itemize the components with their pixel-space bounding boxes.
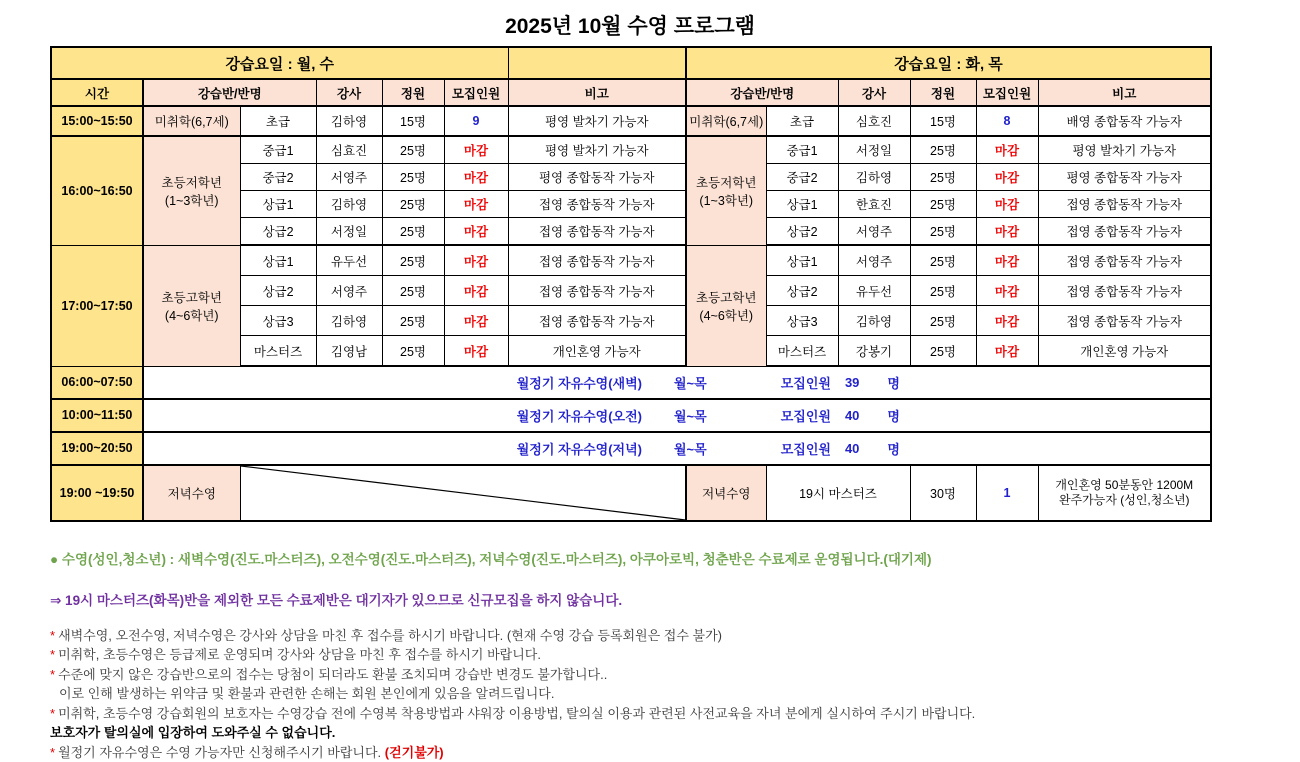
cell-note: 접영 종합동작 가능자: [1038, 245, 1211, 276]
free-swim-days: 월~목: [674, 439, 707, 458]
day-header-left-spacer: [508, 47, 686, 79]
free-swim-count: 40: [845, 408, 859, 423]
cell-instructor: 김하영: [316, 106, 382, 136]
cell-note: 평영 발차기 가능자: [1038, 136, 1211, 164]
cell-note: 접영 종합동작 가능자: [1038, 218, 1211, 246]
page-title: 2025년 10월 수영 프로그램: [0, 10, 1260, 40]
col-header-recruit-left: 모집인원: [444, 79, 508, 106]
cell-level: 상급2: [766, 276, 838, 306]
category-line1: 초등고학년: [689, 288, 764, 306]
cell-instructor: 심효진: [316, 136, 382, 164]
cell-category: [686, 245, 766, 366]
star-mark: *: [50, 706, 55, 721]
col-header-capacity-left: 정원: [382, 79, 444, 106]
cell-note: 접영 종합동작 가능자: [508, 218, 686, 246]
cancelled-slot-cell: [240, 465, 686, 521]
diagonal-strike-line: [241, 466, 686, 520]
cell-time: 15:00~15:50: [51, 106, 143, 136]
cell-capacity: 25명: [910, 336, 976, 367]
cell-note: 평영 종합동작 가능자: [1038, 164, 1211, 191]
cell-category: [143, 245, 240, 366]
category-line2: (4~6학년): [146, 306, 238, 324]
note-grade-system: [50, 645, 1230, 665]
category-line1: 초등저학년: [146, 173, 238, 191]
cell-recruit: 8: [976, 106, 1038, 136]
table-row: [51, 136, 1211, 164]
col-header-recruit-right: 모집인원: [976, 79, 1038, 106]
cell-recruit: 마감: [444, 336, 508, 367]
table-row: [51, 245, 1211, 276]
free-swim-unit: 명: [887, 406, 900, 425]
free-swim-days: 월~목: [674, 406, 707, 425]
cell-recruit: 마감: [976, 164, 1038, 191]
free-swim-line: [144, 439, 1210, 458]
cell-note: 접영 종합동작 가능자: [1038, 306, 1211, 336]
free-swim-count: 39: [845, 375, 859, 390]
cell-recruit: 마감: [976, 336, 1038, 367]
cell-level: 상급2: [240, 218, 316, 246]
free-swim-label: 월정기 자유수영(오전): [144, 406, 642, 425]
note-line1: 개인혼영 50분동안 1200M: [1043, 478, 1207, 493]
free-swim-recruit-label: 모집인원: [781, 373, 831, 392]
cell-time: 16:00~16:50: [51, 136, 143, 245]
cell-level: 초급: [240, 106, 316, 136]
free-swim-label: 월정기 자유수영(새벽): [144, 373, 642, 392]
cell-recruit: 마감: [976, 191, 1038, 218]
cell-level: 중급2: [240, 164, 316, 191]
free-swim-days: 월~목: [674, 373, 707, 392]
col-header-class-right: 강습반/반명: [686, 79, 838, 106]
star-mark: *: [50, 628, 55, 643]
cell-category: 저녁수영: [143, 465, 240, 521]
free-swim-recruit-label: 모집인원: [781, 406, 831, 425]
cell-class-name: 19시 마스터즈: [766, 465, 910, 521]
col-header-capacity-right: 정원: [910, 79, 976, 106]
free-swim-unit: 명: [887, 439, 900, 458]
cell-note: [1038, 465, 1211, 521]
col-header-instructor-left: 강사: [316, 79, 382, 106]
cell-note: 평영 종합동작 가능자: [508, 164, 686, 191]
cell-recruit: 마감: [444, 164, 508, 191]
col-header-class-left: 강습반/반명: [143, 79, 316, 106]
cell-recruit: 1: [976, 465, 1038, 521]
col-header-note-left: 비고: [508, 79, 686, 106]
cell-note: 개인혼영 가능자: [1038, 336, 1211, 367]
cell-level: 상급1: [766, 191, 838, 218]
cell-level: 중급1: [766, 136, 838, 164]
cell-instructor: 서정일: [838, 136, 910, 164]
note-text: 이로 인해 발생하는 위약금 및 환불과 관련한 손해는 회원 본인에게 있음을 알려드립니다.: [59, 686, 554, 701]
cell-level: 상급2: [240, 276, 316, 306]
note-text: 수준에 맞지 않은 강습반으로의 접수는 당첨이 되더라도 환불 조치되며 강습반 변경도 불가합니다..: [58, 667, 607, 682]
cell-instructor: 유두선: [838, 276, 910, 306]
note-free-swim-ability: [50, 743, 1230, 762]
cell-level: 상급3: [240, 306, 316, 336]
category-line2: (1~3학년): [146, 191, 238, 209]
note-consult-first: [50, 626, 1230, 646]
cell-time: 17:00~17:50: [51, 245, 143, 366]
cell-category: 미취학(6,7세): [686, 106, 766, 136]
free-swim-count: 40: [845, 441, 859, 456]
cell-level: 초급: [766, 106, 838, 136]
preschool-row: [51, 106, 1211, 136]
cell-recruit: 마감: [976, 218, 1038, 246]
free-swim-unit: 명: [887, 373, 900, 392]
note-text: 미취학, 초등수영은 등급제로 운영되며 강사와 상담을 마친 후 접수를 하시기 바랍니다.: [58, 647, 541, 662]
cell-recruit: 마감: [976, 245, 1038, 276]
star-mark: *: [50, 647, 55, 662]
cell-capacity: 25명: [910, 136, 976, 164]
cell-capacity: 25명: [382, 245, 444, 276]
cell-capacity: 25명: [382, 306, 444, 336]
day-header-row: [51, 47, 1211, 79]
day-header-left: 강습요일 : 월, 수: [51, 47, 508, 79]
cell-instructor: 강봉기: [838, 336, 910, 367]
cell-capacity: 25명: [382, 276, 444, 306]
note-line2: 완주가능자 (성인,청소년): [1043, 493, 1207, 508]
cell-recruit: 마감: [444, 245, 508, 276]
cell-note: 평영 발차기 가능자: [508, 136, 686, 164]
free-swim-cell: [143, 399, 1211, 432]
cell-time: 10:00~11:50: [51, 399, 143, 432]
cell-category: [686, 136, 766, 245]
cell-note: 접영 종합동작 가능자: [1038, 276, 1211, 306]
cell-level: 상급2: [766, 218, 838, 246]
cell-capacity: 25명: [910, 306, 976, 336]
cell-capacity: 25명: [382, 136, 444, 164]
cell-recruit: 마감: [444, 306, 508, 336]
note-wrong-level: [50, 665, 1230, 685]
cell-instructor: 심호진: [838, 106, 910, 136]
cell-instructor: 유두선: [316, 245, 382, 276]
cell-capacity: 15명: [382, 106, 444, 136]
evening-swim-row: [51, 465, 1211, 521]
cell-category: [143, 136, 240, 245]
swim-program-table: [50, 46, 1212, 522]
cell-instructor: 서정일: [316, 218, 382, 246]
free-swim-line: [144, 373, 1210, 392]
cell-capacity: 25명: [382, 191, 444, 218]
cell-capacity: 15명: [910, 106, 976, 136]
note-fee-program: ● 수영(성인,청소년) : 새벽수영(진도.마스터즈), 오전수영(진도.마스터즈), 저녁수영(진도.마스터즈), 아쿠아로빅, 청춘반은 수료제로 운영됩니다.(대기제): [50, 548, 1230, 568]
free-swim-row: [51, 366, 1211, 399]
cell-instructor: 서영주: [838, 218, 910, 246]
cell-note: 평영 발차기 가능자: [508, 106, 686, 136]
note-no-new-recruit: ⇒ 19시 마스터즈(화목)반을 제외한 모든 수료제반은 대기자가 있으므로 신규모집을 하지 않습니다.: [50, 589, 1230, 609]
cell-instructor: 김하영: [316, 191, 382, 218]
note-no-guardian-entry: [50, 723, 1230, 743]
cell-level: 마스터즈: [240, 336, 316, 367]
cell-recruit: 마감: [444, 218, 508, 246]
cell-level: 상급3: [766, 306, 838, 336]
cell-note: 접영 종합동작 가능자: [508, 276, 686, 306]
cell-recruit: 마감: [444, 276, 508, 306]
cell-note: 접영 종합동작 가능자: [508, 191, 686, 218]
cell-recruit: 9: [444, 106, 508, 136]
cell-instructor: 김하영: [316, 306, 382, 336]
swim-program-page: [0, 10, 1300, 739]
free-swim-recruit-label: 모집인원: [781, 439, 831, 458]
col-header-note-right: 비고: [1038, 79, 1211, 106]
free-swim-line: [144, 406, 1210, 425]
category-line2: (4~6학년): [689, 306, 764, 324]
cell-category: 미취학(6,7세): [143, 106, 240, 136]
star-mark: *: [50, 667, 55, 682]
cell-capacity: 25명: [910, 218, 976, 246]
free-swim-cell: [143, 366, 1211, 399]
day-header-right: 강습요일 : 화, 목: [686, 47, 1211, 79]
cell-level: 상급1: [766, 245, 838, 276]
cell-level: 상급1: [240, 191, 316, 218]
cell-instructor: 김하영: [838, 164, 910, 191]
cell-instructor: 한효진: [838, 191, 910, 218]
cell-capacity: 25명: [910, 191, 976, 218]
star-mark: *: [50, 745, 55, 760]
cell-instructor: 서영주: [316, 164, 382, 191]
free-swim-label: 월정기 자유수영(저녁): [144, 439, 642, 458]
note-text: 미취학, 초등수영 강습회원의 보호자는 수영강습 전에 수영복 착용방법과 샤워장 이용방법, 탈의실 이용과 관련된 사전교육을 자녀 분에게 실시하여 주시기 바랍니다.: [58, 706, 975, 721]
free-swim-cell: [143, 432, 1211, 465]
cell-instructor: 서영주: [316, 276, 382, 306]
note-guardian-education: [50, 704, 1230, 724]
cell-recruit: 마감: [444, 191, 508, 218]
notes-section: [50, 548, 1230, 762]
note-no-walking: (걷기불가): [385, 745, 444, 760]
cell-capacity: 25명: [910, 245, 976, 276]
note-penalty: [50, 684, 1230, 704]
free-swim-row: [51, 399, 1211, 432]
cell-level: 마스터즈: [766, 336, 838, 367]
cell-level: 중급1: [240, 136, 316, 164]
cell-recruit: 마감: [976, 306, 1038, 336]
cell-recruit: 마감: [976, 276, 1038, 306]
category-line1: 초등고학년: [146, 288, 238, 306]
note-text: 보호자가 탈의실에 입장하여 도와주실 수 없습니다.: [50, 725, 335, 740]
cell-capacity: 25명: [910, 276, 976, 306]
cell-note: 접영 종합동작 가능자: [508, 245, 686, 276]
cell-note: 배영 종합동작 가능자: [1038, 106, 1211, 136]
cell-capacity: 25명: [382, 336, 444, 367]
category-line2: (1~3학년): [689, 191, 764, 209]
cell-time: 19:00 ~19:50: [51, 465, 143, 521]
cell-level: 상급1: [240, 245, 316, 276]
cell-level: 중급2: [766, 164, 838, 191]
cell-note: 개인혼영 가능자: [508, 336, 686, 367]
cell-recruit: 마감: [976, 136, 1038, 164]
cell-note: 접영 종합동작 가능자: [508, 306, 686, 336]
cell-instructor: 김영남: [316, 336, 382, 367]
category-line1: 초등저학년: [689, 173, 764, 191]
cell-category: 저녁수영: [686, 465, 766, 521]
cell-capacity: 25명: [382, 218, 444, 246]
cell-time: 19:00~20:50: [51, 432, 143, 465]
note-text: 새벽수영, 오전수영, 저녁수영은 강사와 상담을 마친 후 접수를 하시기 바랍니다. (현재 수영 강습 등록회원은 접수 불가): [58, 628, 722, 643]
cell-note: 접영 종합동작 가능자: [1038, 191, 1211, 218]
cell-time: 06:00~07:50: [51, 366, 143, 399]
col-header-time: 시간: [51, 79, 143, 106]
column-header-row: [51, 79, 1211, 106]
note-text: 월정기 자유수영은 수영 가능자만 신청해주시기 바랍니다.: [58, 745, 385, 760]
cell-recruit: 마감: [444, 136, 508, 164]
cell-capacity: 30명: [910, 465, 976, 521]
cell-instructor: 서영주: [838, 245, 910, 276]
cell-instructor: 김하영: [838, 306, 910, 336]
free-swim-row: [51, 432, 1211, 465]
cell-capacity: 25명: [910, 164, 976, 191]
cell-capacity: 25명: [382, 164, 444, 191]
col-header-instructor-right: 강사: [838, 79, 910, 106]
